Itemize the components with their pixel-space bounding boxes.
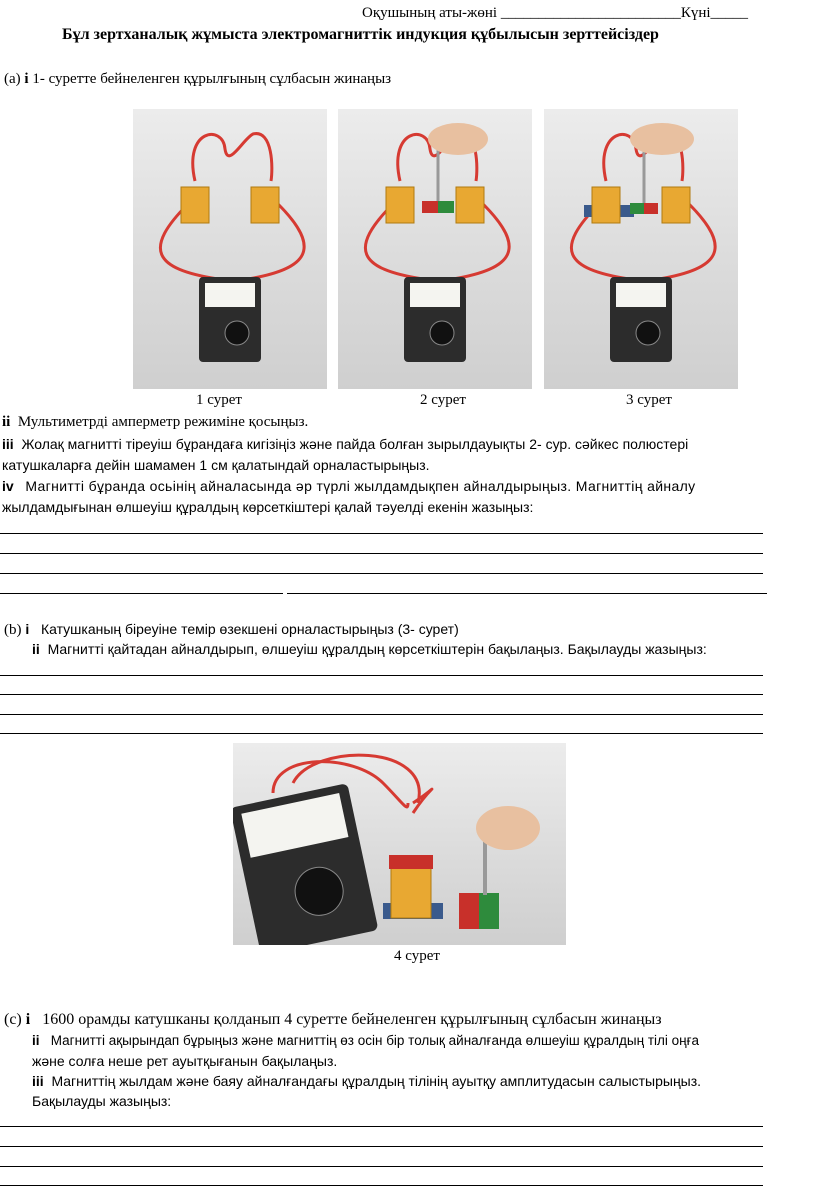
answer-line[interactable] bbox=[0, 714, 763, 715]
item-text: Магнитті қайтадан айналдырып, өлшеуіш құралдың көрсеткіштерін бақылаңыз. Бақылауды жазыңыз: bbox=[47, 641, 707, 657]
item-number: iii bbox=[32, 1073, 44, 1089]
answer-line[interactable] bbox=[0, 1185, 763, 1186]
item-number: ii bbox=[2, 414, 11, 430]
figure-3-photo bbox=[544, 109, 738, 389]
page-title: Бұл зертханалық жұмыста электромагниттік индукция құбылысын зерттейсіздер bbox=[62, 26, 659, 43]
item-number: i bbox=[24, 71, 29, 87]
figure-2-caption: 2 сурет bbox=[420, 392, 466, 408]
answer-line[interactable] bbox=[0, 733, 763, 734]
figure-2-photo bbox=[338, 109, 532, 389]
item-text: Жолақ магнитті тіреуіш бұрандаға кигізіңіз және пайда болған зырылдауықты 2- сур. сәйкес полюстері bbox=[21, 436, 689, 452]
answer-line[interactable] bbox=[0, 675, 763, 676]
circuit-with-magnet-illustration bbox=[338, 109, 532, 389]
answer-line[interactable] bbox=[0, 573, 763, 574]
date-label: Күні bbox=[680, 5, 711, 21]
section-a-item-iii bbox=[2, 435, 688, 453]
answer-line[interactable] bbox=[0, 1146, 763, 1147]
answer-line[interactable] bbox=[0, 553, 763, 554]
section-c-item-iii-cont: Бақылауды жазыңыз: bbox=[32, 1093, 172, 1109]
circuit-with-iron-core-illustration bbox=[544, 109, 738, 389]
name-label: Оқушының аты-жөні bbox=[362, 5, 498, 21]
section-c-item-i bbox=[4, 1011, 662, 1029]
item-text: Магниттің жылдам және баяу айналғандағы құралдың тілінің ауытқу амплитудасын салыстырыңыз. bbox=[51, 1073, 702, 1089]
item-text: Мультиметрді амперметр режиміне қосыңыз. bbox=[17, 414, 309, 430]
section-a-item-iv-cont: жылдамдығынан өлшеуіш құралдың көрсеткіштері қалай тәуелді екенін жазыңыз: bbox=[2, 499, 534, 515]
answer-line[interactable] bbox=[0, 1166, 763, 1167]
section-b-item-ii bbox=[32, 640, 707, 658]
figure-1-caption: 1 сурет bbox=[196, 392, 242, 408]
item-number: ii bbox=[32, 1033, 40, 1048]
figure-3-caption: 3 сурет bbox=[626, 392, 672, 408]
figure-1-photo bbox=[133, 109, 327, 389]
section-a-item-iii-cont: катушкаларға дейін шамамен 1 см қалатындай орналастырыңыз. bbox=[2, 457, 430, 473]
section-c-item-ii bbox=[32, 1032, 699, 1050]
figure-4-caption: 4 сурет bbox=[394, 948, 440, 964]
name-blank[interactable]: ________________________ bbox=[500, 5, 681, 21]
answer-line[interactable] bbox=[0, 1126, 763, 1127]
answer-line[interactable] bbox=[0, 593, 283, 594]
section-c-item-ii-cont: және солға неше рет ауытқығанын бақылаңыз. bbox=[32, 1053, 338, 1069]
section-c-marker: (c) bbox=[4, 1011, 22, 1028]
item-number: iv bbox=[2, 478, 14, 494]
item-text: Магнитті ақырындап бұрыңыз және магниттің өз осін бір толық айналғанда өлшеуіш құралдың тілі оңға bbox=[50, 1033, 700, 1048]
section-c-item-iii bbox=[32, 1072, 701, 1090]
item-number: i bbox=[25, 621, 30, 637]
section-a-marker: (a) bbox=[4, 71, 21, 87]
section-a-item-ii bbox=[2, 413, 308, 431]
date-blank[interactable]: _____ bbox=[710, 5, 749, 21]
item-text: Катушканың біреуіне темір өзекшені орналастырыңыз (3- сурет) bbox=[40, 621, 459, 637]
item-number: iii bbox=[2, 436, 14, 452]
item-text: Магнитті бұранда осьінің айналасында әр түрлі жылдамдықпен айналдырыңыз. Магниттің айналу bbox=[25, 478, 696, 494]
figure-4-photo bbox=[233, 743, 566, 945]
section-a-item-iv bbox=[2, 477, 695, 495]
item-number: ii bbox=[32, 641, 40, 657]
section-b-item-i bbox=[4, 620, 459, 639]
answer-line[interactable] bbox=[0, 533, 763, 534]
answer-line[interactable] bbox=[287, 593, 767, 594]
item-text: 1600 орамды катушканы қолданып 4 суретте бейнеленген құрылғының сұлбасын жинаңыз bbox=[42, 1011, 662, 1028]
item-text: 1- суретте бейнеленген құрылғының сұлбасын жинаңыз bbox=[32, 71, 392, 87]
circuit-illustration bbox=[133, 109, 327, 389]
section-a-item-i bbox=[4, 70, 391, 88]
coil-meter-magnet-illustration bbox=[233, 743, 566, 945]
section-b-marker: (b) bbox=[4, 622, 22, 638]
student-name-line bbox=[362, 4, 748, 22]
answer-line[interactable] bbox=[0, 694, 763, 695]
item-number: i bbox=[25, 1011, 31, 1028]
